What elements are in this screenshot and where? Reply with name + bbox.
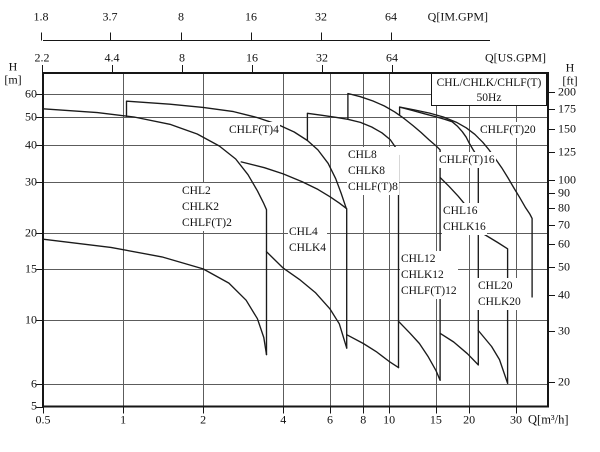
im-gpm-tick-label: 3.7 — [102, 9, 118, 24]
y-right-tick-label: 100 — [558, 172, 576, 187]
x-tick-label: 4 — [280, 412, 287, 426]
y-right-tick-label: 200 — [558, 84, 576, 99]
y-right-tick-label: 125 — [558, 144, 576, 159]
curve-chl12-bottom — [399, 321, 441, 380]
y-left-tick-label: 50 — [25, 109, 37, 124]
y-left-tick-label: 10 — [25, 312, 37, 327]
y-right-axis-title: [ft] — [562, 73, 578, 88]
im-gpm-tick-label: 32 — [315, 9, 327, 24]
y-right-tick-label: 50 — [558, 259, 570, 274]
chart-title: CHL/CHLK/CHLF(T) — [436, 77, 542, 89]
us-gpm-tick-label: 64 — [386, 50, 398, 65]
label-chl20: CHL20 CHLK20 — [478, 280, 521, 308]
curve-chl2-bottom — [43, 239, 267, 354]
label-chl2: CHL2 CHLK2 CHLF(T)2 — [182, 185, 232, 229]
im-gpm-tick-label: 16 — [245, 9, 257, 24]
y-right-tick-label: 30 — [558, 323, 570, 338]
curve-chl4-bottom — [267, 252, 347, 348]
curve-chl8-top — [307, 113, 398, 367]
y-left-axis-title: [m] — [4, 72, 22, 87]
x-tick-label: 1 — [120, 412, 127, 426]
curve-chl20-bottom — [478, 331, 507, 384]
label-chlf16: CHLF(T)16 — [439, 154, 495, 166]
label-chl12: CHL12 CHLK12 CHLF(T)12 — [401, 253, 457, 297]
y-left-tick-label: 5 — [31, 398, 37, 412]
y-left-tick-label: 60 — [25, 86, 37, 101]
y-left-tick-label: 30 — [25, 174, 37, 189]
x-tick-label: 8 — [360, 412, 367, 426]
x-axis-title: Q[m³/h] — [528, 412, 569, 426]
x-tick-label: 15 — [429, 412, 442, 426]
x-tick-label: 20 — [463, 412, 476, 426]
y-right-tick-label: 175 — [558, 101, 576, 116]
im-gpm-tick-label: 8 — [178, 9, 184, 24]
y-right-tick-label: 70 — [558, 217, 570, 232]
y-right-tick-label: 60 — [558, 236, 570, 251]
y-left-tick-label: 15 — [25, 261, 37, 276]
chart-subtitle: 50Hz — [476, 92, 502, 104]
y-right-axis-title: H — [565, 60, 575, 75]
us-gpm-tick-label: 32 — [316, 50, 328, 65]
curve-chl12-top — [348, 94, 440, 381]
x-tick-label: 0.5 — [35, 412, 51, 426]
x-tick-label: 10 — [383, 412, 396, 426]
y-right-tick-label: 40 — [558, 287, 570, 302]
y-right-tick-label: 80 — [558, 200, 570, 215]
x-tick-label: 30 — [509, 412, 522, 426]
x-tick-label: 6 — [327, 412, 334, 426]
us-gpm-tick-label: 8 — [179, 50, 185, 65]
curve-chl8-bottom — [347, 335, 399, 368]
label-chl4: CHL4 CHLK4 — [289, 226, 327, 254]
x-tick-label: 2 — [200, 412, 207, 426]
y-left-tick-label: 40 — [25, 137, 37, 152]
us-gpm-tick-label: 2.2 — [34, 50, 50, 65]
y-left-axis-title: H — [8, 59, 18, 74]
y-right-tick-label: 150 — [558, 121, 576, 136]
y-left-tick-label: 20 — [25, 225, 37, 240]
us-gpm-axis-title: Q[US.GPM] — [484, 50, 546, 65]
y-right-tick-label: 20 — [558, 374, 570, 389]
im-gpm-tick-label: 1.8 — [33, 9, 49, 24]
us-gpm-tick-label: 4.4 — [104, 50, 120, 65]
label-chl8: CHL8 CHLK8 CHLF(T)8 — [348, 149, 398, 193]
curve-chl20-top — [478, 231, 507, 383]
curve-chl16-top — [440, 178, 478, 226]
y-right-tick-label: 90 — [558, 185, 570, 200]
label-chlf4: CHLF(T)4 — [229, 124, 279, 136]
us-gpm-tick-label: 16 — [246, 50, 258, 65]
label-chl16: CHL16 CHLK16 — [443, 205, 486, 233]
curve-chl16-bottom — [440, 333, 478, 365]
chart-title-box — [431, 73, 547, 106]
im-gpm-tick-label: 64 — [385, 9, 397, 24]
label-chlf20: CHLF(T)20 — [480, 124, 536, 136]
im-gpm-axis-title: Q[IM.GPM] — [427, 9, 488, 24]
y-left-tick-label: 6 — [31, 376, 37, 391]
